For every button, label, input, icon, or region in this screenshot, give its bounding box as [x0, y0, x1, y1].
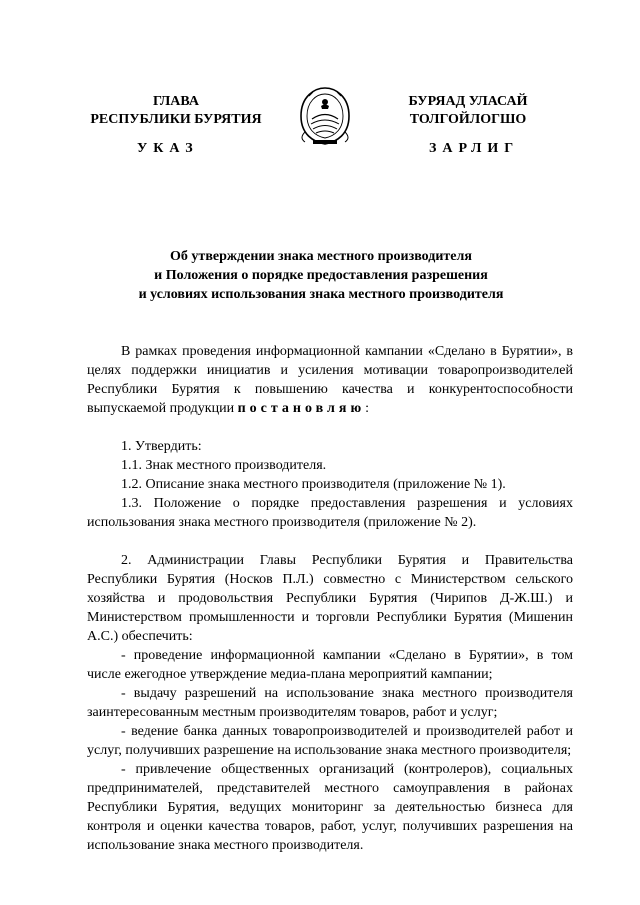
- item-2-bullet: - привлечение общественных организаций (контролеров), социальных предпринимателей, представителей местного самоуправления в районах Республики Бурятия, ведущих мониторинг за деятельностью бизнеса для контроля и оценки качества товаров, работ, услуг, получивших разрешения на использование знака местного производителя.: [87, 762, 573, 853]
- title-line: и Положения о порядке предоставления разрешения: [154, 268, 488, 283]
- item-1-1: 1.1. Знак местного производителя.: [121, 458, 327, 473]
- item-2-bullet: - ведение банка данных товаропроизводителей и производителей работ и услуг, получивших разрешение на использование знака местного производителя;: [87, 724, 573, 758]
- document-body: [87, 342, 573, 855]
- decree-label-right: ЗАРЛИГ: [429, 141, 520, 156]
- item-1-2: 1.2. Описание знака местного производителя (приложение № 1).: [121, 477, 506, 492]
- item-1: 1. Утвердить:: [121, 439, 202, 454]
- decree-word: постановляю: [237, 401, 366, 416]
- item-1-3: 1.3. Положение о порядке предоставления разрешения и условиях использования знака местного производителя (приложение № 2).: [87, 496, 573, 530]
- issuer-right-line2: ТОЛГОЙЛОГШО: [409, 112, 527, 127]
- coat-of-arms-icon: [291, 82, 359, 148]
- issuer-left-line2: РЕСПУБЛИКИ БУРЯТИЯ: [90, 112, 262, 127]
- item-2-bullet: - проведение информационной кампании «Сделано в Бурятии», в том числе ежегодное утверждение медиа-плана мероприятий кампании;: [87, 648, 573, 682]
- title-line: и условиях использования знака местного производителя: [138, 287, 504, 302]
- issuer-right: [376, 93, 560, 129]
- preamble-text: В рамках проведения информационной кампании «Сделано в Бурятии», в целях поддержки инициатив и усиления мотивации товаропроизводителей Республики Бурятия к повышению качества и конкурентоспособности выпускаемой продукции: [87, 344, 573, 416]
- item-2-intro: 2. Администрации Главы Республики Бурятия и Правительства Республики Бурятия (Носков П.Л.) совместно с Министерством сельского хозяйства и продовольствия Республики Бурятия (Чирипов Д-Ж.Ш.) и Министерством промышленности и торговли Республики Бурятия (Мишенин А.С.) обеспечить:: [87, 553, 573, 644]
- preamble-end: :: [365, 401, 370, 416]
- decree-label-left: УКАЗ: [137, 141, 199, 156]
- item-2-bullet: - выдачу разрешений на использование знака местного производителя заинтересованным местным производителям товаров, работ и услуг;: [87, 686, 573, 720]
- issuer-left: [60, 93, 292, 129]
- preamble-paragraph: [87, 342, 573, 418]
- document-title: [110, 247, 532, 304]
- issuer-right-line1: БУРЯАД УЛАСАЙ: [408, 94, 528, 109]
- issuer-left-line1: ГЛАВА: [153, 94, 199, 109]
- title-line: Об утверждении знака местного производителя: [170, 249, 472, 264]
